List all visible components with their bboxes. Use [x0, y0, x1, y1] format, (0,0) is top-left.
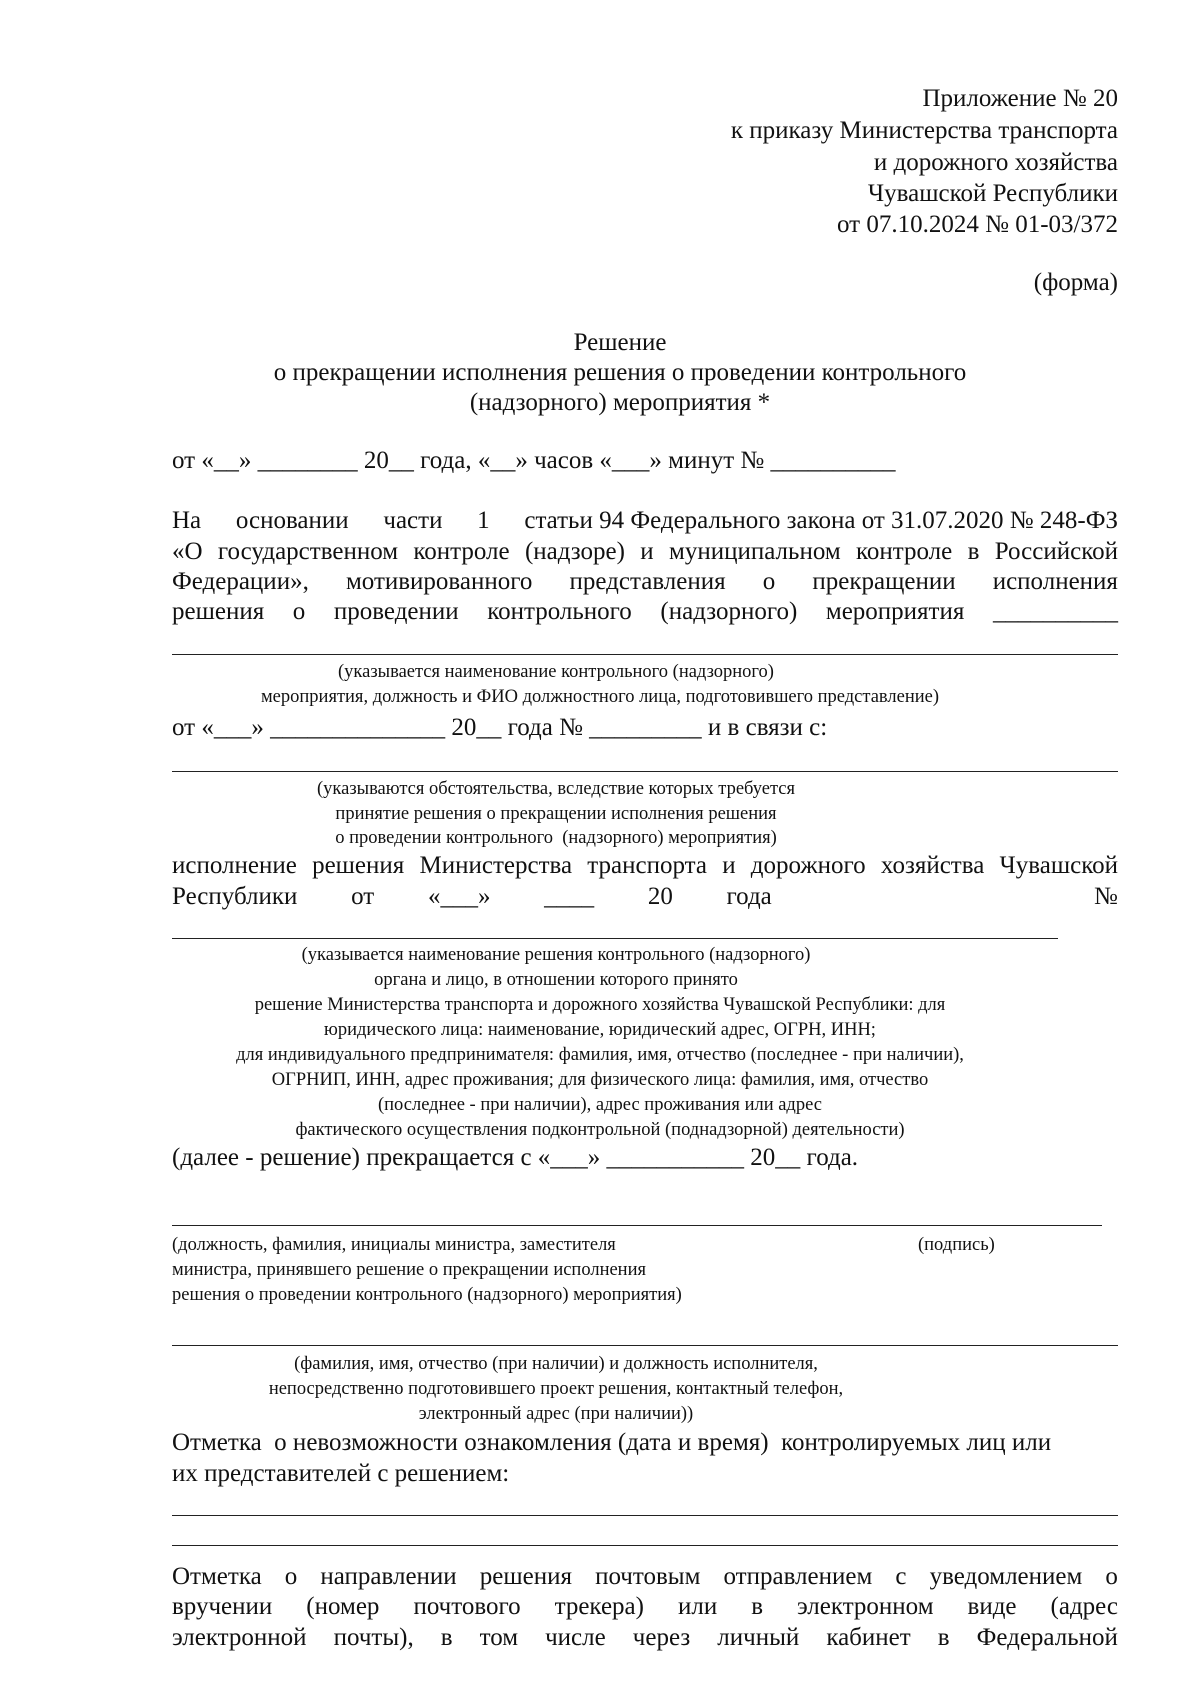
note-delivery-line3: электронной почты), в том числе через личный кабинет в Федеральной — [172, 1624, 1118, 1651]
representation-date-line: от «___» ______________ 20__ года № _________ и в связи с: — [172, 714, 828, 741]
fill-in-line-note1b — [172, 1545, 1118, 1546]
hint-circumstances-line1: (указываются обстоятельства, вследствие которых требуется — [317, 779, 795, 799]
document-title: Решение — [573, 329, 667, 356]
note-delivery-line2: вручении (номер почтового трекера) или в электронном виде (адрес — [172, 1593, 1118, 1620]
document-subtitle-line1: о прекращении исполнения решения о проведении контрольного — [273, 359, 967, 386]
hint-decision-line3: решение Министерства транспорта и дорожного хозяйства Чувашской Республики: для — [254, 995, 946, 1015]
hint-executor-line3: электронный адрес (при наличии)) — [418, 1404, 694, 1424]
fill-in-line-decision — [172, 938, 1058, 939]
signature-position-hint-line1: (должность, фамилия, инициалы министра, заместителя — [172, 1235, 616, 1255]
appendix-number: Приложение № 20 — [922, 85, 1118, 112]
decision-date-line: от «__» ________ 20__ года, «__» часов «___» минут № __________ — [172, 447, 896, 474]
basis-line4: решения о проведении контрольного (надзорного) мероприятия __________ — [172, 598, 1118, 625]
fill-in-line-executor — [172, 1345, 1118, 1346]
signature-line — [172, 1225, 1102, 1226]
hint-decision-line1: (указывается наименование решения контрольного (надзорного) — [301, 945, 811, 965]
hint-representation-line1: (указывается наименование контрольного (надзорного) — [338, 662, 774, 682]
hint-circumstances-line3: о проведении контрольного (надзорного) мероприятия) — [335, 828, 777, 848]
fill-in-line-circumstances — [172, 771, 1118, 772]
basis-line1: На основании части 1 статьи 94 Федерального закона от 31.07.2020 № 248-ФЗ — [172, 507, 1118, 534]
hint-representation-line2: мероприятия, должность и ФИО должностного лица, подготовившего представление) — [260, 687, 940, 707]
execution-line1: исполнение решения Министерства транспорта и дорожного хозяйства Чувашской — [172, 852, 1118, 879]
basis-line3: Федерации», мотивированного представления о прекращении исполнения — [172, 568, 1118, 595]
hint-decision-line6: ОГРНИП, ИНН, адрес проживания; для физического лица: фамилия, имя, отчество — [271, 1070, 929, 1090]
basis-line2: «О государственном контроле (надзоре) и муниципальном контроле в Российской — [172, 538, 1118, 565]
note-acquaintance-line1: Отметка о невозможности ознакомления (дата и время) контролируемых лиц или — [172, 1429, 1052, 1456]
order-reference: к приказу Министерства транспорта — [730, 117, 1118, 144]
hint-executor-line1: (фамилия, имя, отчество (при наличии) и должность исполнителя, — [294, 1354, 818, 1374]
signature-label: (подпись) — [918, 1235, 995, 1255]
order-date-number: от 07.10.2024 № 01-03/372 — [837, 211, 1118, 238]
note-acquaintance-line2: их представителей с решением: — [172, 1460, 510, 1487]
hint-decision-line5: для индивидуального предпринимателя: фамилия, имя, отчество (последнее - при наличии), — [236, 1045, 964, 1065]
hint-circumstances-line2: принятие решения о прекращении исполнения решения — [335, 804, 777, 824]
republic-name: Чувашской Республики — [867, 180, 1118, 207]
hint-decision-line4: юридического лица: наименование, юридический адрес, ОГРН, ИНН; — [324, 1020, 876, 1040]
fill-in-line-representation — [172, 654, 1118, 655]
signature-position-hint-line3: решения о проведении контрольного (надзорного) мероприятия) — [172, 1285, 682, 1305]
hint-decision-line7: (последнее - при наличии), адрес проживания или адрес — [378, 1095, 822, 1115]
note-delivery-line1: Отметка о направлении решения почтовым отправлением с уведомлением о — [172, 1563, 1118, 1590]
hint-decision-line8: фактического осуществления подконтрольной (поднадзорной) деятельности) — [295, 1120, 905, 1140]
fill-in-line-note1a — [172, 1515, 1118, 1516]
execution-line2: Республики от «___» ____ 20 года № — [172, 883, 1118, 910]
hint-executor-line2: непосредственно подготовившего проект решения, контактный телефон, — [268, 1379, 844, 1399]
hint-decision-line2: органа и лицо, в отношении которого принято — [374, 970, 738, 990]
signature-position-hint-line2: министра, принявшего решение о прекращении исполнения — [172, 1260, 646, 1280]
document-subtitle-line2: (надзорного) мероприятия * — [469, 389, 771, 416]
ministry-name: и дорожного хозяйства — [873, 149, 1118, 176]
termination-date-line: (далее - решение) прекращается с «___» ___________ 20__ года. — [172, 1144, 859, 1171]
form-label: (форма) — [1033, 269, 1118, 296]
